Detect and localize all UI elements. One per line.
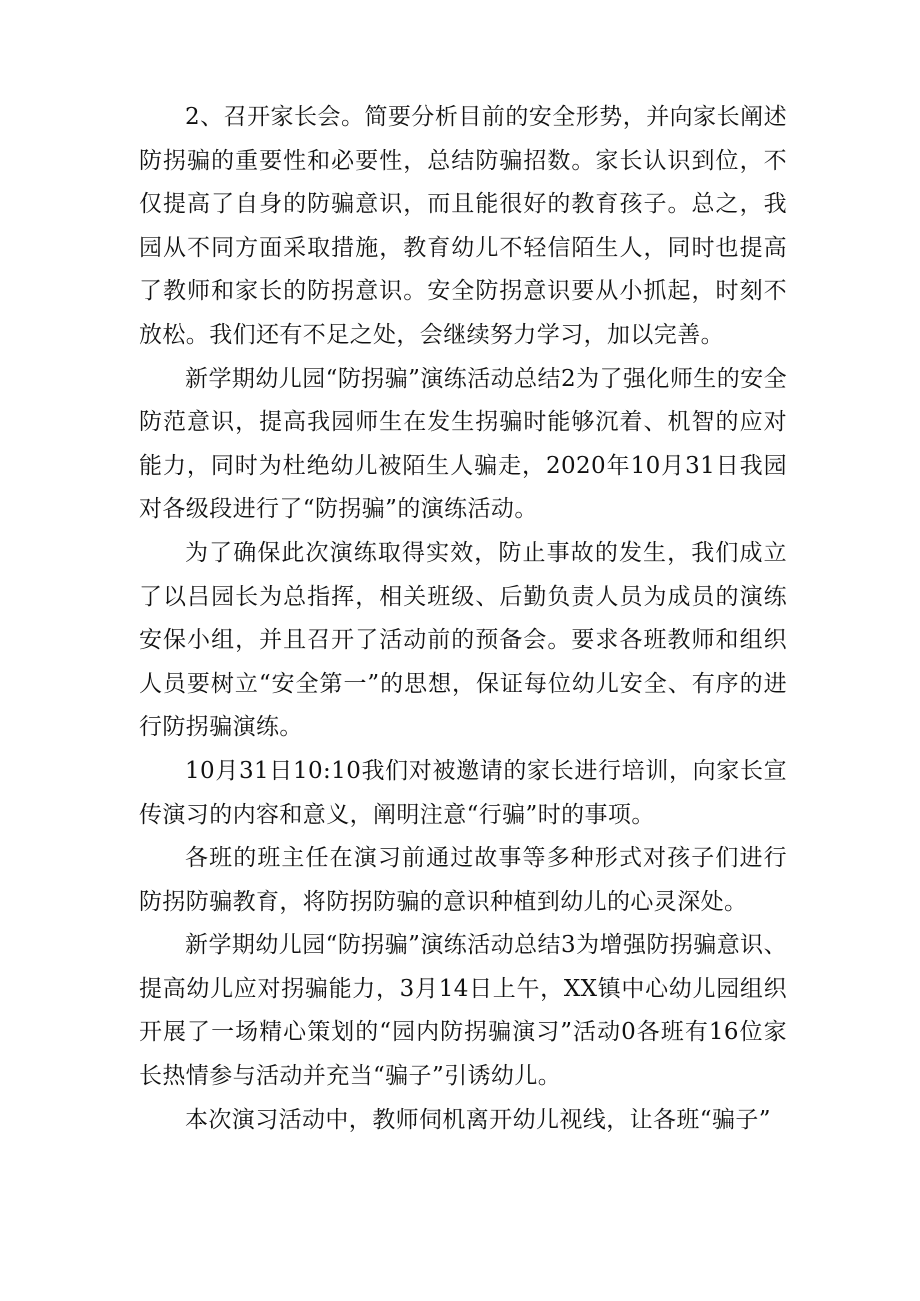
paragraph-parent-training: 10月31日10:10我们对被邀请的家长进行培训，向家长宣传演习的内容和意义，阐明注意“行骗”时的事项。 [139,757,787,828]
paragraph-parent-meeting: 2、召开家长会。简要分析目前的安全形势，并向家长阐述防拐骗的重要性和必要性，总结防骗招数。家长认识到位，不仅提高了自身的防骗意识，而且能很好的教育孩子。总之，我园从不同方面采取措施，教育幼儿不轻信陌生人，同时也提高了教师和家长的防拐意识。安全防拐意识要从小抓起，时刻不放松。我们还有不足之处，会继续努力学习，加以完善。 [139,104,787,348]
document-body [139,96,787,1142]
paragraph-security-team: 为了确保此次演练取得实效，防止事故的发生，我们成立了以吕园长为总指挥，相关班级、后勤负责人员为成员的演练安保小组，并且召开了活动前的预备会。要求各班教师和组织人员要树立“安全第一”的思想，保证每位幼儿安全、有序的进行防拐骗演练。 [139,539,787,741]
paragraph-summary-2-intro: 新学期幼儿园“防拐骗”演练活动总结2为了强化师生的安全防范意识，提高我园师生在发生拐骗时能够沉着、机智的应对能力，同时为杜绝幼儿被陌生人骗走，2020年10月31日我园对各级段进行了“防拐骗”的演练活动。 [139,365,787,523]
paragraph-summary-3-intro: 新学期幼儿园“防拐骗”演练活动总结3为增强防拐骗意识、提高幼儿应对拐骗能力，3月14日上午，XX镇中心幼儿园组织开展了一场精心策划的“园内防拐骗演习”活动0各班有16位家长热情参与活动并充当“骗子”引诱幼儿。 [139,932,787,1090]
paragraph-teacher-education: 各班的班主任在演习前通过故事等多种形式对孩子们进行防拐防骗教育，将防拐防骗的意识种植到幼儿的心灵深处。 [139,845,787,915]
paragraph-drill-process: 本次演习活动中，教师伺机离开幼儿视线，让各班“骗子” [185,1106,771,1133]
